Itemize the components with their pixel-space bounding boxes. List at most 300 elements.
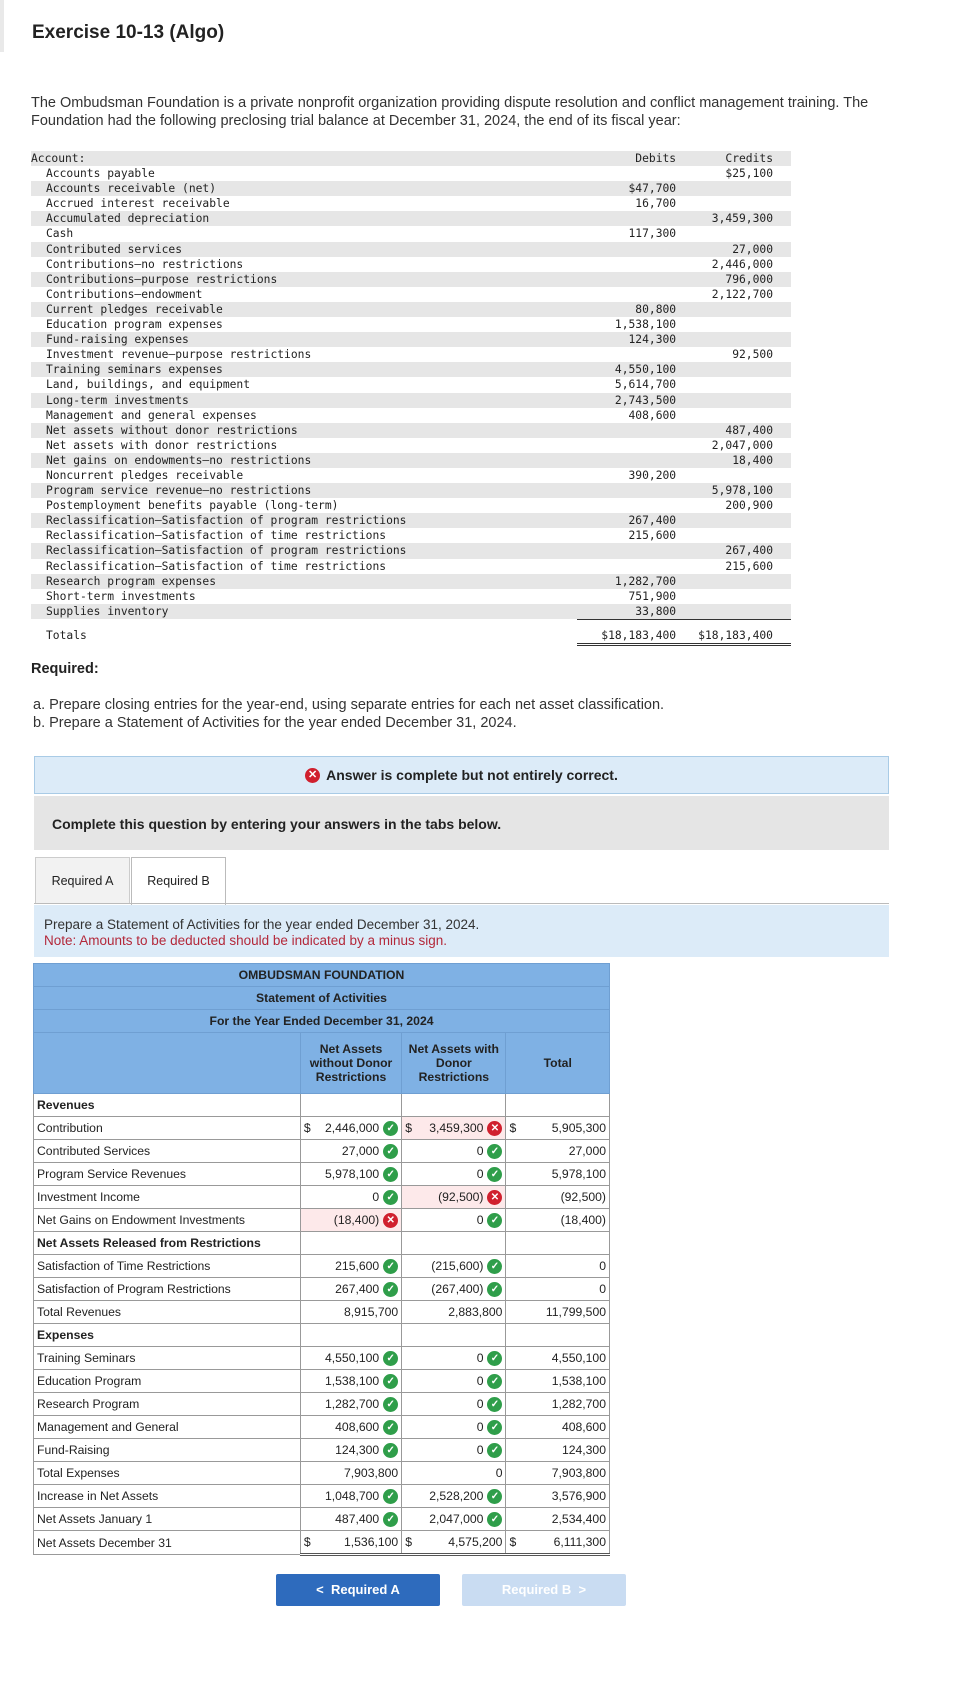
trial-balance-row — [31, 574, 791, 589]
amount-value: 7,903,800 — [551, 1466, 606, 1480]
tb-header-debits: Debits — [577, 151, 676, 166]
statement-section-row — [34, 1232, 610, 1255]
trial-balance-row — [31, 226, 791, 241]
amount-wrapper — [304, 1397, 398, 1412]
amount-wrapper — [509, 1144, 606, 1158]
required-heading: Required: — [31, 661, 99, 677]
tb-credit — [676, 574, 791, 589]
tb-debit — [577, 242, 676, 257]
amount-cell-c3[interactable] — [506, 1209, 610, 1232]
tb-debit — [577, 257, 676, 272]
amount-cell-c3[interactable] — [506, 1117, 610, 1140]
trial-balance-row — [31, 423, 791, 438]
amount-wrapper — [509, 1374, 606, 1388]
amount-value: (92,500) — [438, 1190, 484, 1204]
amount-cell-c2[interactable] — [402, 1347, 506, 1370]
instruction-line: Prepare a Statement of Activities for the year ended December 31, 2024. — [44, 917, 480, 932]
tb-credit: 3,459,300 — [676, 211, 791, 226]
tb-debit: 1,538,100 — [614, 318, 677, 332]
amount-value: 124,300 — [561, 1443, 606, 1457]
amount-value: 487,400 — [335, 1512, 380, 1526]
tb-credit — [676, 468, 791, 483]
row-label: Increase in Net Assets — [34, 1485, 301, 1508]
amount-wrapper — [304, 1351, 398, 1366]
amount-value: 27,000 — [568, 1144, 606, 1158]
row-label: Satisfaction of Time Restrictions — [34, 1255, 301, 1278]
tb-debit — [577, 543, 676, 558]
amount-value: 0 — [476, 1374, 484, 1388]
trial-balance-row — [31, 513, 791, 528]
amount-cell-c3[interactable] — [506, 1439, 610, 1462]
amount-wrapper — [405, 1535, 502, 1549]
tb-account: Noncurrent pledges receivable — [46, 468, 244, 482]
tb-account: Short-term investments — [46, 589, 196, 603]
trial-balance-row — [31, 408, 791, 423]
amount-cell-c2[interactable] — [402, 1416, 506, 1439]
check-icon: ✓ — [383, 1397, 398, 1412]
amount-cell-c1[interactable] — [300, 1186, 401, 1209]
section-label: Expenses — [34, 1324, 301, 1347]
amount-wrapper — [509, 1489, 606, 1503]
amount-wrapper — [304, 1535, 398, 1549]
tb-account: Training seminars expenses — [31, 362, 577, 377]
check-icon: ✓ — [383, 1489, 398, 1504]
amount-cell-c1[interactable] — [300, 1485, 401, 1508]
tb-debit — [577, 438, 676, 453]
intro-text — [31, 94, 956, 130]
amount-wrapper — [405, 1282, 502, 1297]
tb-credit — [676, 362, 791, 377]
check-icon: ✓ — [487, 1443, 502, 1458]
row-label: Net Assets January 1 — [34, 1508, 301, 1531]
tb-debit: 1,282,700 — [577, 574, 676, 589]
tb-debit: $47,700 — [577, 181, 676, 196]
row-label: Net Assets December 31 — [34, 1531, 301, 1555]
tb-debit: 16,700 — [635, 197, 677, 211]
tb-account: Reclassification—Satisfaction of time restrictions — [46, 529, 387, 543]
amount-cell-c2[interactable] — [402, 1439, 506, 1462]
tb-credit — [676, 528, 791, 543]
amount-value: 215,600 — [335, 1259, 380, 1273]
instruction-note: Note: Amounts to be deducted should be indicated by a minus sign. — [44, 933, 448, 948]
amount-wrapper — [304, 1512, 398, 1527]
check-icon: ✓ — [487, 1213, 502, 1228]
amount-value: 0 — [476, 1213, 484, 1227]
tb-account: Supplies inventory — [31, 604, 577, 620]
amount-wrapper — [405, 1190, 502, 1205]
left-edge-bar — [0, 0, 4, 52]
complete-question-text: Complete this question by entering your answers in the tabs below. — [52, 816, 502, 832]
trial-balance-row — [31, 272, 791, 287]
check-icon: ✓ — [487, 1282, 502, 1297]
statement-row — [34, 1508, 610, 1531]
tb-account: Contributions—purpose restrictions — [31, 272, 577, 287]
trial-balance-row — [31, 589, 791, 604]
statement-row — [34, 1393, 610, 1416]
col-header-total: Total — [506, 1033, 610, 1094]
amount-wrapper — [304, 1144, 398, 1159]
amount-value: 5,978,100 — [324, 1167, 380, 1181]
amount-wrapper — [509, 1259, 606, 1273]
tb-account: Accumulated depreciation — [31, 211, 577, 226]
trial-balance-row — [31, 257, 791, 272]
tb-debit — [577, 347, 676, 362]
tb-header-account: Account: — [31, 151, 577, 166]
amount-value: 11,799,500 — [545, 1305, 606, 1319]
trial-balance-row — [31, 287, 791, 302]
amount-value: 1,282,700 — [324, 1397, 380, 1411]
check-icon: ✓ — [383, 1121, 398, 1136]
amount-wrapper — [405, 1374, 502, 1389]
amount-cell-c1[interactable] — [300, 1301, 401, 1324]
amount-value: 7,903,800 — [343, 1466, 399, 1480]
amount-value: (18,400) — [333, 1213, 380, 1227]
row-label: Training Seminars — [34, 1347, 301, 1370]
amount-cell-c2[interactable] — [402, 1163, 506, 1186]
tb-account: Management and general expenses — [46, 408, 257, 422]
tb-debit — [577, 287, 676, 302]
check-icon: ✓ — [383, 1144, 398, 1159]
statement-row — [34, 1209, 610, 1232]
amount-cell-c1[interactable] — [300, 1439, 401, 1462]
amount-cell-c3[interactable] — [506, 1347, 610, 1370]
check-icon: ✓ — [383, 1259, 398, 1274]
amount-cell-c2[interactable] — [402, 1531, 506, 1555]
tb-credit: 2,446,000 — [711, 257, 773, 271]
tb-credit — [676, 302, 791, 317]
amount-value: 124,300 — [335, 1443, 380, 1457]
col-header-without-restrictions: Net Assets without Donor Restrictions — [300, 1033, 401, 1094]
tb-debit — [577, 272, 676, 287]
tb-debit: 124,300 — [577, 332, 676, 347]
trial-balance-row — [31, 604, 791, 620]
amount-value: 8,915,700 — [343, 1305, 399, 1319]
tb-credit: 200,900 — [725, 499, 773, 513]
amount-cell-c3[interactable] — [506, 1278, 610, 1301]
check-icon: ✓ — [383, 1351, 398, 1366]
amount-cell-c2[interactable] — [402, 1370, 506, 1393]
next-button-required-b[interactable] — [462, 1574, 626, 1606]
amount-cell-c1[interactable] — [300, 1255, 401, 1278]
amount-wrapper — [509, 1443, 606, 1457]
amount-cell-c2[interactable] — [402, 1117, 506, 1140]
amount-cell-c2[interactable] — [402, 1462, 506, 1485]
currency-symbol: $ — [509, 1121, 517, 1135]
amount-value: 2,528,200 — [429, 1489, 484, 1503]
statement-row — [34, 1163, 610, 1186]
statement-row — [34, 1347, 610, 1370]
tb-credit — [676, 589, 791, 604]
amount-wrapper — [304, 1282, 398, 1297]
next-button-label: Required B — [501, 1582, 572, 1597]
amount-cell-c2[interactable] — [402, 1186, 506, 1209]
amount-value: 1,048,700 — [324, 1489, 380, 1503]
amount-value: 0 — [476, 1351, 484, 1365]
tb-account: Reclassification—Satisfaction of program restrictions — [31, 543, 577, 558]
tb-account: Accounts receivable (net) — [31, 181, 577, 196]
tb-credit: $25,100 — [725, 167, 773, 181]
tb-credit: 215,600 — [725, 559, 773, 573]
amount-value: 2,446,000 — [324, 1121, 380, 1135]
tb-account: Education program expenses — [46, 318, 223, 332]
tb-account: Program service revenue—no restrictions — [31, 483, 577, 498]
amount-wrapper — [509, 1420, 606, 1434]
amount-cell-c1[interactable] — [300, 1370, 401, 1393]
amount-wrapper — [304, 1305, 398, 1319]
amount-cell-c1[interactable] — [300, 1531, 401, 1555]
empty-cell — [300, 1324, 401, 1347]
tb-account: Contributions—no restrictions — [46, 257, 244, 271]
amount-value: 1,538,100 — [551, 1374, 606, 1388]
currency-symbol: $ — [509, 1535, 517, 1549]
incorrect-icon: ✕ — [487, 1190, 502, 1205]
amount-cell-c3[interactable] — [506, 1163, 610, 1186]
intro-line-2: Foundation had the following preclosing trial balance at December 31, 2024, the end of its fiscal year: — [31, 113, 681, 129]
amount-wrapper — [405, 1512, 502, 1527]
amount-cell-c3[interactable] — [506, 1485, 610, 1508]
tb-credit — [676, 408, 791, 423]
amount-value: 1,536,100 — [343, 1535, 399, 1549]
amount-value: 267,400 — [335, 1282, 380, 1296]
tb-credit — [676, 377, 791, 392]
trial-balance-row — [31, 181, 791, 196]
check-icon: ✓ — [487, 1167, 502, 1182]
amount-value: 1,282,700 — [551, 1397, 606, 1411]
amount-cell-c3[interactable] — [506, 1370, 610, 1393]
row-label: Fund-Raising — [34, 1439, 301, 1462]
amount-wrapper — [405, 1121, 502, 1136]
statement-row — [34, 1140, 610, 1163]
chevron-left-icon: < — [316, 1582, 331, 1597]
amount-value: 0 — [495, 1466, 503, 1480]
amount-cell-c3[interactable] — [506, 1416, 610, 1439]
amount-value: 0 — [476, 1144, 484, 1158]
trial-balance-row — [31, 332, 791, 347]
amount-value: (215,600) — [431, 1259, 484, 1273]
amount-cell-c1[interactable] — [300, 1462, 401, 1485]
statement-row — [34, 1186, 610, 1209]
tb-account: Net assets with donor restrictions — [46, 438, 278, 452]
amount-cell-c2[interactable] — [402, 1485, 506, 1508]
tb-debit — [577, 211, 676, 226]
amount-cell-c2[interactable] — [402, 1301, 506, 1324]
row-label: Management and General — [34, 1416, 301, 1439]
amount-wrapper — [405, 1259, 502, 1274]
amount-value: (18,400) — [560, 1213, 606, 1227]
amount-wrapper — [304, 1420, 398, 1435]
tb-debit: 215,600 — [628, 529, 677, 543]
amount-wrapper — [405, 1351, 502, 1366]
required-list — [33, 696, 664, 732]
statement-row — [34, 1278, 610, 1301]
amount-value: 2,883,800 — [448, 1305, 503, 1319]
tb-credit: 796,000 — [676, 272, 791, 287]
amount-wrapper — [405, 1167, 502, 1182]
amount-cell-c1[interactable] — [300, 1163, 401, 1186]
tb-account: Reclassification—Satisfaction of time restrictions — [46, 559, 387, 573]
amount-cell-c3[interactable] — [506, 1255, 610, 1278]
tb-account: Postemployment benefits payable (long-term) — [46, 499, 339, 513]
amount-cell-c1[interactable] — [300, 1209, 401, 1232]
tb-credit: 487,400 — [676, 423, 791, 438]
trial-balance-row — [31, 483, 791, 498]
amount-cell-c3[interactable] — [506, 1301, 610, 1324]
check-icon: ✓ — [487, 1512, 502, 1527]
amount-cell-c1[interactable] — [300, 1117, 401, 1140]
header-blank — [34, 1033, 301, 1094]
check-icon: ✓ — [487, 1489, 502, 1504]
amount-cell-c1[interactable] — [300, 1508, 401, 1531]
row-label: Net Gains on Endowment Investments — [34, 1209, 301, 1232]
amount-cell-c2[interactable] — [402, 1255, 506, 1278]
amount-cell-c2[interactable] — [402, 1140, 506, 1163]
statement-section-row — [34, 1324, 610, 1347]
amount-cell-c3[interactable] — [506, 1186, 610, 1209]
statement-period: For the Year Ended December 31, 2024 — [34, 1010, 610, 1033]
trial-balance-row — [31, 438, 791, 453]
amount-cell-c3[interactable] — [506, 1393, 610, 1416]
trial-balance-row — [31, 347, 791, 362]
trial-balance-row — [31, 543, 791, 558]
tb-credit — [676, 317, 791, 332]
statement-row — [34, 1301, 610, 1324]
row-label: Total Revenues — [34, 1301, 301, 1324]
trial-balance-row — [31, 211, 791, 226]
tb-credit — [676, 332, 791, 347]
tb-account: Accounts payable — [46, 167, 155, 181]
amount-wrapper — [509, 1397, 606, 1411]
tb-debit: 751,900 — [628, 589, 677, 603]
amount-wrapper — [304, 1489, 398, 1504]
row-label: Program Service Revenues — [34, 1163, 301, 1186]
amount-cell-c1[interactable] — [300, 1393, 401, 1416]
row-label: Education Program — [34, 1370, 301, 1393]
tb-account: Contributed services — [31, 242, 577, 257]
amount-wrapper — [304, 1259, 398, 1274]
check-icon: ✓ — [487, 1397, 502, 1412]
amount-value: (267,400) — [431, 1282, 484, 1296]
check-icon: ✓ — [383, 1282, 398, 1297]
currency-symbol: $ — [303, 1121, 311, 1135]
amount-value: 0 — [476, 1443, 484, 1457]
tb-credit — [676, 604, 791, 620]
amount-cell-c1[interactable] — [300, 1140, 401, 1163]
amount-cell-c1[interactable] — [300, 1347, 401, 1370]
amount-wrapper — [509, 1351, 606, 1365]
row-label: Investment Income — [34, 1186, 301, 1209]
tb-debit: 2,743,500 — [577, 393, 676, 408]
amount-cell-c2[interactable] — [402, 1209, 506, 1232]
amount-cell-c1[interactable] — [300, 1416, 401, 1439]
tb-debit — [577, 498, 676, 513]
amount-value: 0 — [476, 1420, 484, 1434]
check-icon: ✓ — [383, 1512, 398, 1527]
trial-balance-header — [31, 151, 791, 166]
tb-totals-debit: $18,183,400 — [577, 619, 676, 644]
tb-credit — [676, 393, 791, 408]
instructions-box — [34, 796, 889, 850]
tb-account: Research program expenses — [31, 574, 577, 589]
amount-wrapper — [304, 1374, 398, 1389]
incorrect-icon: ✕ — [487, 1121, 502, 1136]
tb-debit — [577, 559, 676, 574]
amount-wrapper — [304, 1213, 398, 1228]
amount-value: 0 — [599, 1259, 606, 1273]
amount-wrapper — [405, 1397, 502, 1412]
tb-account: Contributions—endowment — [46, 287, 203, 301]
tab-required-b[interactable]: Required B — [131, 857, 226, 905]
tb-credit: 2,047,000 — [711, 438, 773, 452]
tb-account: Reclassification—Satisfaction of program restrictions — [31, 513, 577, 528]
row-label: Contributed Services — [34, 1140, 301, 1163]
tab-instructions — [34, 905, 889, 957]
tb-credit: 267,400 — [676, 543, 791, 558]
trial-balance-row — [31, 362, 791, 377]
amount-cell-c3[interactable] — [506, 1462, 610, 1485]
tb-debit: 4,550,100 — [577, 362, 676, 377]
amount-cell-c2[interactable] — [402, 1393, 506, 1416]
amount-cell-c1[interactable] — [300, 1278, 401, 1301]
amount-cell-c3[interactable] — [506, 1508, 610, 1531]
check-icon: ✓ — [383, 1167, 398, 1182]
amount-value: 5,978,100 — [551, 1167, 606, 1181]
empty-cell — [506, 1094, 610, 1117]
check-icon: ✓ — [487, 1259, 502, 1274]
chevron-right-icon: > — [571, 1582, 587, 1597]
amount-wrapper — [405, 1466, 502, 1480]
statement-row — [34, 1439, 610, 1462]
tb-debit — [577, 166, 676, 181]
amount-cell-c3[interactable] — [506, 1531, 610, 1555]
tb-debit: 80,800 — [577, 302, 676, 317]
tb-debit — [577, 483, 676, 498]
tb-debit: 5,614,700 — [614, 378, 677, 392]
amount-wrapper — [405, 1420, 502, 1435]
empty-cell — [402, 1324, 506, 1347]
amount-value: (92,500) — [560, 1190, 606, 1204]
amount-value: 1,538,100 — [324, 1374, 380, 1388]
amount-value: 0 — [599, 1282, 606, 1296]
amount-wrapper — [405, 1213, 502, 1228]
tb-account: Long-term investments — [31, 393, 577, 408]
amount-cell-c3[interactable] — [506, 1140, 610, 1163]
amount-cell-c2[interactable] — [402, 1278, 506, 1301]
currency-symbol: $ — [405, 1535, 412, 1549]
tab-required-a[interactable]: Required A — [35, 857, 130, 904]
prev-button-label: Required A — [330, 1582, 400, 1597]
amount-wrapper — [509, 1535, 606, 1549]
empty-cell — [402, 1232, 506, 1255]
trial-balance-row — [31, 468, 791, 483]
amount-wrapper — [405, 1489, 502, 1504]
statement-org: OMBUDSMAN FOUNDATION — [34, 964, 610, 987]
check-icon: ✓ — [487, 1420, 502, 1435]
row-label: Research Program — [34, 1393, 301, 1416]
required-a-text: a. Prepare closing entries for the year-end, using separate entries for each net asset classification. — [33, 697, 665, 713]
trial-balance-row — [31, 453, 791, 468]
tb-debit — [577, 453, 676, 468]
amount-wrapper — [509, 1167, 606, 1181]
amount-value: 5,905,300 — [551, 1121, 606, 1135]
answer-status-text: Answer is complete but not entirely correct. — [326, 767, 618, 783]
amount-cell-c2[interactable] — [402, 1508, 506, 1531]
prev-button-required-a[interactable] — [276, 1574, 440, 1606]
amount-value: 6,111,300 — [553, 1535, 606, 1549]
tb-totals-label: Totals — [46, 629, 87, 643]
trial-balance-row — [31, 393, 791, 408]
tab-divider — [34, 903, 889, 904]
tb-credit — [676, 226, 791, 241]
